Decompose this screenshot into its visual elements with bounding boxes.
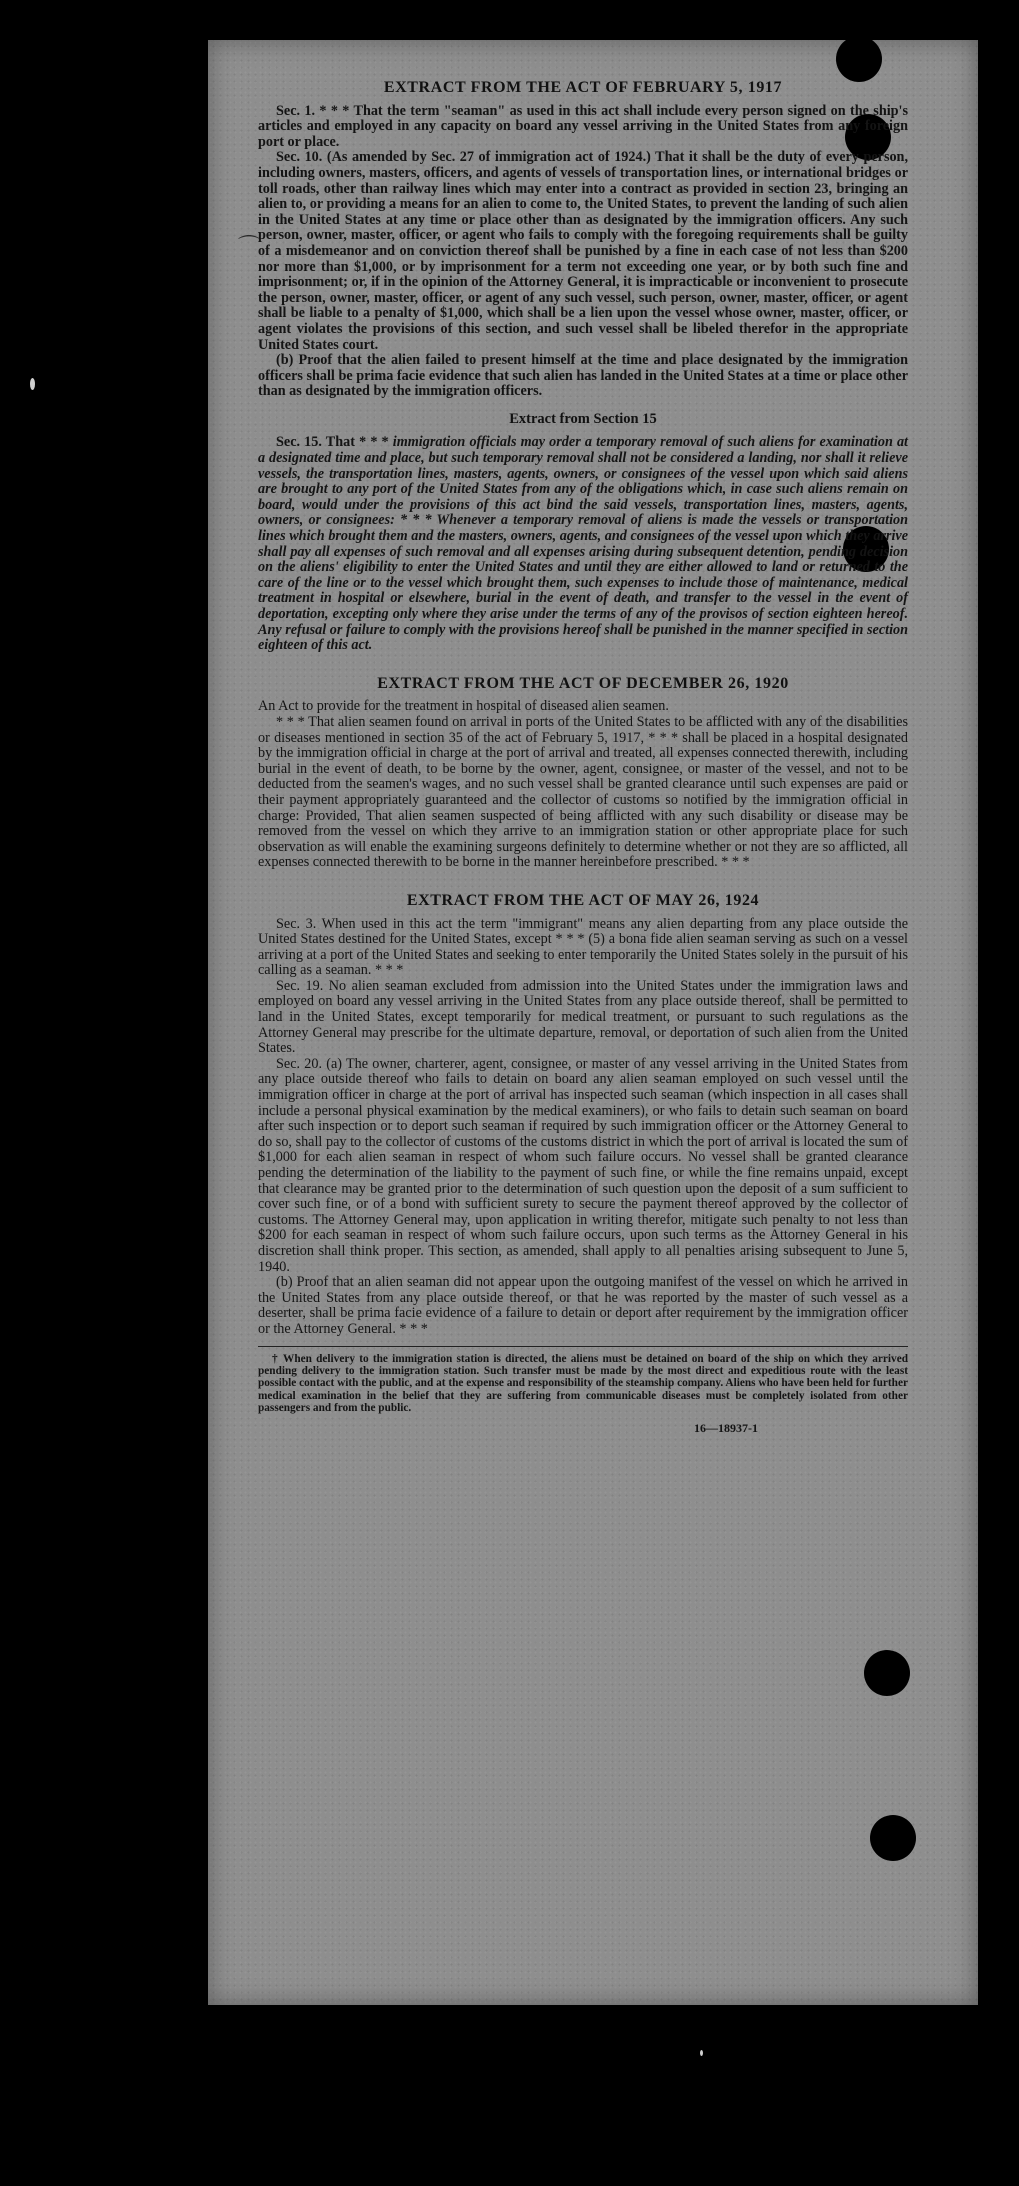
section-heading: EXTRACT FROM THE ACT OF FEBRUARY 5, 1917 bbox=[383, 79, 783, 96]
act-1920-paragraph: * * * That alien seamen found on arrival in ports of the United States to be afflicted with any of the disabilities or diseases mentioned in section 35 of the act of February 5, 1917, * * * shall be placed in a hospital designated by the immigration official in charge at the port of arrival and treated, all expenses connected therewith, including burial in the event of death, to be borne by the owner, agent, consignee, or master of the vessel, and not to be deducted from the seamen's wages, and no such vessel shall be granted clearance until such expenses are paid or their payment appropriately guaranteed and the collector of customs so notified by the immigration official in charge: Provided, That alien seamen suspected of being afflicted with any such disability or disease may be removed from the vessel on which they arrive to an immigration station or other appropriate place for such observation as will enable the examining surgeons definitely to determine whether or not they are so afflicted, all expenses connected therewith to be borne in the manner hereinbefore prescribed. * * * bbox=[258, 713, 908, 871]
section-heading: EXTRACT FROM THE ACT OF MAY 26, 1924 bbox=[406, 891, 760, 909]
scan-speck bbox=[30, 378, 35, 390]
sec-20b-paragraph: (b) Proof that an alien seaman did not appear upon the outgoing manifest of the vessel on which he arrived in the United States from any place outside thereof, or that he was reported by the master of such vessel as a deserter, shall be prima facie evidence of a failure to detain or deport after requirement by the immigration officer or the Attorney General. * * * bbox=[258, 1274, 908, 1337]
sec-15-text: immigration officials may order a temporary removal of such aliens for examination at a designated time and place, but such temporary removal shall not be considered a landing, nor shall it relieve vessels, the transportation lines, masters, agents, owners, or consignees of the vessel upon which said aliens are brought to any port of the United States from any of the obligations which, in case such aliens remain on board, would under the provisions of this act bind the said vessels, transportation lines, masters, agents, owners, or consignees: * * * Whenever a temporary removal of aliens is made the vessels or transportation lines which brought them and the masters, owners, agents, and consignees of the vessel upon which they arrive shall pay all expenses of such removal and all expenses arising during subsequent detention, pending decision on the aliens' eligibility to enter the United States and until they are either allowed to land or returned to the care of the line or to the vessel which brought them, such expenses to include those of maintenance, medical treatment in hospital or elsewhere, burial in the event of death, and transfer to the vessel in the event of deportation, excepting only where they arise under the terms of any of the provisos of section eighteen hereof. Any refusal or failure to comply with the provisions hereof shall be punished in the manner specified in section eighteen of this act. bbox=[258, 434, 909, 654]
sec-10b-paragraph: (b) Proof that the alien failed to present himself at the time and place designated by the immigration officers shall be prima facie evidence that such alien has landed in the United States at a time or place other than as designated by the immigration officers. bbox=[258, 352, 908, 400]
footnote-text: † When delivery to the immigration station is directed, the aliens must be detained on board of the ship on which they arrived pending delivery to the immigration station. Such transfer must be made by the most direct and expeditious route with the least possible contact with the public, and at the expense and responsibility of the steamship company. Aliens who have been held for further medical examination in the belief that they are suffering from communicable diseases must be completely isolated from other passengers and from the public. bbox=[258, 1352, 908, 1415]
punch-hole bbox=[870, 1815, 916, 1861]
sec-15-paragraph bbox=[258, 435, 908, 653]
sec-15-lead: Sec. 15. That * * * bbox=[276, 434, 389, 451]
punch-hole bbox=[836, 36, 882, 82]
sec-19-paragraph: Sec. 19. No alien seaman excluded from admission into the United States under the immigration laws and employed on board any vessel arriving in the United States from any place outside thereof, shall be permitted to land in the United States, except temporarily for medical treatment, or pursuant to such regulations as the Attorney General may prescribe for the ultimate departure, removal, or deportation of such alien from the United States. bbox=[258, 977, 908, 1057]
extract-1924 bbox=[258, 893, 908, 1338]
section-heading: EXTRACT FROM THE ACT OF DECEMBER 26, 1920 bbox=[377, 674, 789, 692]
footnote bbox=[258, 1346, 908, 1437]
sec-3-paragraph: Sec. 3. When used in this act the term "immigrant" means any alien departing from any place outside the United States destined for the United States, except * * * (5) a bona fide alien seaman serving as such on a vessel arriving at a port of the United States and seeking to enter temporarily the United States solely in the pursuit of his calling as a seaman. * * * bbox=[258, 915, 908, 979]
document-page bbox=[208, 40, 978, 2005]
section-heading: Extract from Section 15 bbox=[509, 410, 657, 427]
extract-1920 bbox=[258, 676, 908, 871]
form-number: 16—18937-1 bbox=[694, 1420, 758, 1435]
document-body bbox=[258, 80, 908, 1436]
margin-mark: ⌒ bbox=[238, 235, 261, 260]
extract-section-15 bbox=[258, 412, 908, 654]
punch-hole bbox=[864, 1650, 910, 1696]
sec-20a-paragraph: Sec. 20. (a) The owner, charterer, agent, consignee, or master of any vessel arriving in the United States from any place outside thereof who fails to detain on board any alien seaman employed on such vessel until the immigration officer in charge at the port of arrival has inspected such seaman (which inspection in all cases shall include a personal physical examination by the medical examiners), or who fails to detain such seaman on board after such inspection or to deport such seaman if required by such immigration officer or the Attorney General to do so, shall pay to the collector of customs of the customs district in which the port of arrival is located the sum of $1,000 for each alien seaman in respect of whom such failure occurs. No vessel shall be granted clearance pending the determination of the liability to the payment of such fine, or while the fine remains unpaid, except that clearance may be granted prior to the determination of such question upon the deposit of a sum sufficient to cover such fine, or of a bond with sufficient surety to secure the payment thereof approved by the collector of customs. The Attorney General may, upon application in writing therefor, mitigate such penalty to not less than $200 for each seaman in respect of whom such failure occurs, upon such terms as the Attorney General in his discretion shall think proper. This section, as amended, shall apply to all penalties arising subsequent to June 5, 1940. bbox=[258, 1055, 908, 1275]
extract-1917 bbox=[258, 80, 908, 400]
act-title-line: An Act to provide for the treatment in hospital of diseased alien seamen. bbox=[258, 698, 669, 715]
sec-1-paragraph: Sec. 1. * * * That the term "seaman" as used in this act shall include every person signed on the ship's articles and employed in any capacity on board any vessel arriving in the United States from any foreign port or place. bbox=[258, 102, 908, 150]
scan-speck bbox=[700, 2050, 703, 2056]
sec-10a-paragraph: Sec. 10. (As amended by Sec. 27 of immigration act of 1924.) That it shall be the duty of every person, including owners, masters, officers, and agents of vessels of transportation lines, or international bridges or toll roads, other than railway lines which may enter into a contract as provided in section 23, bringing an alien to, or providing a means for an alien to come to, the United States, to prevent the landing of such alien in the United States at any time or place other than as designated by the immigration officers. Any such person, owner, master, officer, or agent who fails to comply with the foregoing requirements shall be guilty of a misdemeanor and on conviction thereof shall be punished by a fine in each case of not less than $200 nor more than $1,000, or by imprisonment for a term not exceeding one year, or by both such fine and imprisonment; or, if in the opinion of the Attorney General, it is impracticable or inconvenient to prosecute the person, owner, master, officer, or agent of any such vessel, such person, owner, master, officer, or agent shall be liable to a penalty of $1,000, which shall be a lien upon the vessel whose owner, master, officer, or agent violates the provisions of this section, and such vessel shall be libeled therefor in the appropriate United States court. bbox=[258, 149, 908, 353]
